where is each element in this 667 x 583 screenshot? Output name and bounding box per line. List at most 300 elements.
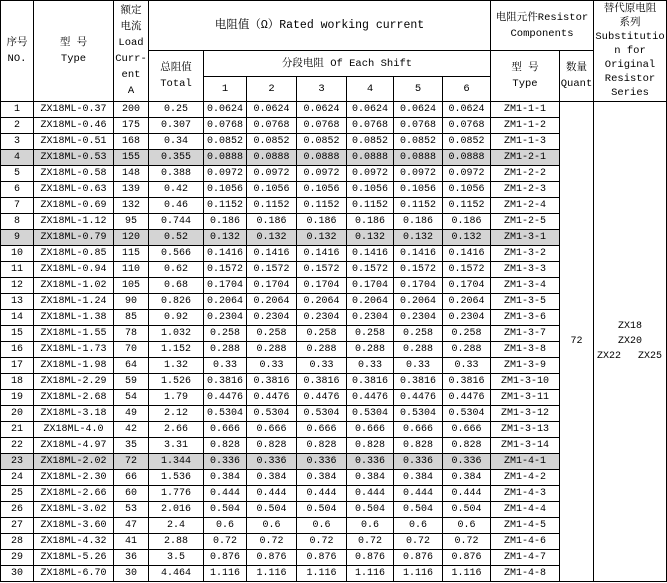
- shift-1-resistance: 0.72: [204, 534, 247, 550]
- shift-3-resistance: 0.1704: [297, 278, 347, 294]
- total-resistance: 2.12: [149, 406, 204, 422]
- row-number: 25: [1, 486, 34, 502]
- shift-3-resistance: 0.1572: [297, 262, 347, 278]
- shift-4-resistance: 0.2064: [347, 294, 394, 310]
- component-type: ZM1-4-3: [491, 486, 560, 502]
- shift-5-resistance: 0.288: [394, 342, 443, 358]
- load-current: 168: [114, 134, 149, 150]
- header-components-line: Components: [510, 27, 574, 40]
- total-resistance: 2.66: [149, 422, 204, 438]
- shift-5-resistance: 0.0852: [394, 134, 443, 150]
- component-type: ZM1-3-7: [491, 326, 560, 342]
- row-number: 27: [1, 518, 34, 534]
- total-resistance: 1.152: [149, 342, 204, 358]
- shift-1-resistance: 0.384: [204, 470, 247, 486]
- model-type: ZX18ML-2.02: [34, 454, 114, 470]
- component-type: ZM1-3-11: [491, 390, 560, 406]
- row-number: 9: [1, 230, 34, 246]
- header-components-line: 电阻元件Resistor: [495, 11, 589, 24]
- shift-1-resistance: 1.116: [204, 566, 247, 582]
- shift-4-resistance: 0.288: [347, 342, 394, 358]
- shift-2-resistance: 0.1416: [247, 246, 297, 262]
- header-resistance-title: 电阻值（Ω）Rated working current: [149, 1, 491, 51]
- model-type: ZX18ML-4.0: [34, 422, 114, 438]
- row-number: 12: [1, 278, 34, 294]
- header-shift-5: 5: [394, 77, 443, 102]
- load-current: 85: [114, 310, 149, 326]
- load-current: 41: [114, 534, 149, 550]
- shift-1-resistance: 0.1152: [204, 198, 247, 214]
- shift-4-resistance: 0.1416: [347, 246, 394, 262]
- shift-2-resistance: 0.828: [247, 438, 297, 454]
- header-shift-6: 6: [443, 77, 491, 102]
- shift-6-resistance: 0.336: [443, 454, 491, 470]
- substitution-series-pair: [594, 349, 666, 364]
- model-type: ZX18ML-2.30: [34, 470, 114, 486]
- component-type: ZM1-4-6: [491, 534, 560, 550]
- shift-2-resistance: 0.258: [247, 326, 297, 342]
- header-shift-1: 1: [204, 77, 247, 102]
- total-resistance: 2.4: [149, 518, 204, 534]
- shift-3-resistance: 0.4476: [297, 390, 347, 406]
- load-current: 70: [114, 342, 149, 358]
- shift-4-resistance: 0.258: [347, 326, 394, 342]
- row-number: 3: [1, 134, 34, 150]
- shift-6-resistance: 0.504: [443, 502, 491, 518]
- shift-2-resistance: 1.116: [247, 566, 297, 582]
- component-type: ZM1-1-3: [491, 134, 560, 150]
- load-current: 60: [114, 486, 149, 502]
- shift-1-resistance: 0.4476: [204, 390, 247, 406]
- shift-5-resistance: 0.1416: [394, 246, 443, 262]
- shift-3-resistance: 0.0624: [297, 102, 347, 118]
- row-number: 7: [1, 198, 34, 214]
- component-type: ZM1-2-4: [491, 198, 560, 214]
- shift-3-resistance: 0.0852: [297, 134, 347, 150]
- shift-2-resistance: 0.72: [247, 534, 297, 550]
- header-component-type-cn: 型 号: [511, 62, 539, 74]
- shift-5-resistance: 0.3816: [394, 374, 443, 390]
- shift-3-resistance: 0.6: [297, 518, 347, 534]
- row-number: 29: [1, 550, 34, 566]
- shift-5-resistance: 0.132: [394, 230, 443, 246]
- shift-3-resistance: 0.1056: [297, 182, 347, 198]
- shift-4-resistance: 0.1152: [347, 198, 394, 214]
- header-no-en: NO.: [7, 53, 27, 65]
- shift-1-resistance: 0.288: [204, 342, 247, 358]
- shift-3-resistance: 0.0888: [297, 150, 347, 166]
- header-row-1: [1, 1, 667, 51]
- shift-3-resistance: 0.5304: [297, 406, 347, 422]
- shift-3-resistance: 0.828: [297, 438, 347, 454]
- header-substitution: [594, 1, 667, 102]
- model-type: ZX18ML-4.97: [34, 438, 114, 454]
- shift-5-resistance: 0.258: [394, 326, 443, 342]
- component-type: ZM1-4-7: [491, 550, 560, 566]
- shift-4-resistance: 0.33: [347, 358, 394, 374]
- header-component-quant: [560, 51, 594, 102]
- shift-4-resistance: 0.186: [347, 214, 394, 230]
- component-type: ZM1-2-1: [491, 150, 560, 166]
- shift-5-resistance: 0.666: [394, 422, 443, 438]
- header-no-cn: 序号: [6, 37, 28, 49]
- component-type: ZM1-4-2: [491, 470, 560, 486]
- model-type: ZX18ML-0.85: [34, 246, 114, 262]
- model-type: ZX18ML-0.53: [34, 150, 114, 166]
- shift-6-resistance: 0.4476: [443, 390, 491, 406]
- header-substitution-line: Series: [611, 87, 649, 99]
- load-current: 110: [114, 262, 149, 278]
- shift-4-resistance: 0.444: [347, 486, 394, 502]
- component-type: ZM1-3-9: [491, 358, 560, 374]
- total-resistance: 0.388: [149, 166, 204, 182]
- model-type: ZX18ML-0.63: [34, 182, 114, 198]
- shift-6-resistance: 1.116: [443, 566, 491, 582]
- shift-1-resistance: 0.666: [204, 422, 247, 438]
- load-current: 49: [114, 406, 149, 422]
- shift-5-resistance: 0.504: [394, 502, 443, 518]
- row-number: 16: [1, 342, 34, 358]
- header-type: [34, 1, 114, 102]
- load-current: 90: [114, 294, 149, 310]
- total-resistance: 1.32: [149, 358, 204, 374]
- shift-2-resistance: 0.0624: [247, 102, 297, 118]
- component-type: ZM1-3-3: [491, 262, 560, 278]
- header-substitution-line: n for: [614, 45, 646, 57]
- shift-3-resistance: 0.384: [297, 470, 347, 486]
- row-number: 24: [1, 470, 34, 486]
- component-type: ZM1-3-4: [491, 278, 560, 294]
- total-resistance: 0.92: [149, 310, 204, 326]
- shift-2-resistance: 0.33: [247, 358, 297, 374]
- component-type: ZM1-3-2: [491, 246, 560, 262]
- shift-3-resistance: 0.666: [297, 422, 347, 438]
- header-total: [149, 51, 204, 102]
- shift-5-resistance: 0.33: [394, 358, 443, 374]
- shift-2-resistance: 0.3816: [247, 374, 297, 390]
- header-load-current-line: Load: [118, 37, 144, 49]
- shift-1-resistance: 0.1704: [204, 278, 247, 294]
- model-type: ZX18ML-2.66: [34, 486, 114, 502]
- load-current: 139: [114, 182, 149, 198]
- shift-6-resistance: 0.186: [443, 214, 491, 230]
- component-type: ZM1-4-1: [491, 454, 560, 470]
- shift-6-resistance: 0.0972: [443, 166, 491, 182]
- shift-6-resistance: 0.0888: [443, 150, 491, 166]
- shift-5-resistance: 0.6: [394, 518, 443, 534]
- total-resistance: 3.5: [149, 550, 204, 566]
- total-resistance: 1.776: [149, 486, 204, 502]
- shift-3-resistance: 0.186: [297, 214, 347, 230]
- header-substitution-line: Substitutio: [595, 31, 665, 43]
- shift-2-resistance: 0.132: [247, 230, 297, 246]
- shift-6-resistance: 0.828: [443, 438, 491, 454]
- shift-2-resistance: 0.666: [247, 422, 297, 438]
- shift-4-resistance: 0.876: [347, 550, 394, 566]
- shift-5-resistance: 0.72: [394, 534, 443, 550]
- component-type: ZM1-3-6: [491, 310, 560, 326]
- model-type: ZX18ML-1.02: [34, 278, 114, 294]
- shift-3-resistance: 0.288: [297, 342, 347, 358]
- component-type: ZM1-2-2: [491, 166, 560, 182]
- model-type: ZX18ML-3.18: [34, 406, 114, 422]
- shift-2-resistance: 0.2064: [247, 294, 297, 310]
- model-type: ZX18ML-0.58: [34, 166, 114, 182]
- total-resistance: 3.31: [149, 438, 204, 454]
- table-row: [1, 102, 667, 118]
- row-number: 1: [1, 102, 34, 118]
- header-total-en: Total: [160, 78, 192, 90]
- header-component-quant-cn: 数量: [566, 62, 587, 74]
- row-number: 21: [1, 422, 34, 438]
- header-substitution-line: 系列: [619, 17, 641, 29]
- model-type: ZX18ML-3.02: [34, 502, 114, 518]
- row-number: 2: [1, 118, 34, 134]
- shift-6-resistance: 0.0624: [443, 102, 491, 118]
- shift-5-resistance: 0.5304: [394, 406, 443, 422]
- shift-1-resistance: 0.6: [204, 518, 247, 534]
- load-current: 42: [114, 422, 149, 438]
- shift-4-resistance: 0.384: [347, 470, 394, 486]
- shift-3-resistance: 0.0972: [297, 166, 347, 182]
- header-load-current-line: A: [127, 85, 135, 97]
- shift-2-resistance: 0.1152: [247, 198, 297, 214]
- load-current: 115: [114, 246, 149, 262]
- shift-1-resistance: 0.2304: [204, 310, 247, 326]
- total-resistance: 2.016: [149, 502, 204, 518]
- shift-4-resistance: 0.504: [347, 502, 394, 518]
- header-load-current-line: Curr-: [115, 53, 147, 65]
- shift-3-resistance: 0.444: [297, 486, 347, 502]
- shift-6-resistance: 0.0768: [443, 118, 491, 134]
- total-resistance: 4.464: [149, 566, 204, 582]
- shift-2-resistance: 0.288: [247, 342, 297, 358]
- shift-5-resistance: 0.0972: [394, 166, 443, 182]
- component-type: ZM1-1-1: [491, 102, 560, 118]
- row-number: 26: [1, 502, 34, 518]
- shift-4-resistance: 0.6: [347, 518, 394, 534]
- row-number: 6: [1, 182, 34, 198]
- shift-5-resistance: 0.828: [394, 438, 443, 454]
- model-type: ZX18ML-4.32: [34, 534, 114, 550]
- header-component-type: [491, 51, 560, 102]
- shift-6-resistance: 0.444: [443, 486, 491, 502]
- shift-2-resistance: 0.186: [247, 214, 297, 230]
- row-number: 5: [1, 166, 34, 182]
- shift-6-resistance: 0.1572: [443, 262, 491, 278]
- header-load-current: [114, 1, 149, 102]
- row-number: 22: [1, 438, 34, 454]
- row-number: 8: [1, 214, 34, 230]
- shift-5-resistance: 0.0888: [394, 150, 443, 166]
- shift-1-resistance: 0.444: [204, 486, 247, 502]
- shift-2-resistance: 0.2304: [247, 310, 297, 326]
- shift-3-resistance: 0.132: [297, 230, 347, 246]
- shift-1-resistance: 0.0972: [204, 166, 247, 182]
- shift-4-resistance: 0.828: [347, 438, 394, 454]
- shift-2-resistance: 0.5304: [247, 406, 297, 422]
- model-type: ZX18ML-3.60: [34, 518, 114, 534]
- row-number: 10: [1, 246, 34, 262]
- header-component-type-en: Type: [512, 78, 538, 90]
- shift-1-resistance: 0.0888: [204, 150, 247, 166]
- shift-3-resistance: 1.116: [297, 566, 347, 582]
- load-current: 120: [114, 230, 149, 246]
- header-substitution-line: 替代原电阻: [603, 3, 657, 15]
- shift-2-resistance: 0.504: [247, 502, 297, 518]
- load-current: 72: [114, 454, 149, 470]
- shift-4-resistance: 0.0768: [347, 118, 394, 134]
- model-type: ZX18ML-1.55: [34, 326, 114, 342]
- shift-5-resistance: 0.444: [394, 486, 443, 502]
- shift-6-resistance: 0.33: [443, 358, 491, 374]
- shift-1-resistance: 0.876: [204, 550, 247, 566]
- header-type-cn: 型 号: [59, 37, 88, 49]
- model-type: ZX18ML-0.79: [34, 230, 114, 246]
- shift-1-resistance: 0.132: [204, 230, 247, 246]
- shift-4-resistance: 0.1704: [347, 278, 394, 294]
- shift-2-resistance: 0.1056: [247, 182, 297, 198]
- shift-2-resistance: 0.876: [247, 550, 297, 566]
- shift-5-resistance: 0.4476: [394, 390, 443, 406]
- total-resistance: 0.62: [149, 262, 204, 278]
- component-quantity: 72: [560, 102, 594, 582]
- shift-2-resistance: 0.384: [247, 470, 297, 486]
- header-shift-3: 3: [297, 77, 347, 102]
- shift-5-resistance: 1.116: [394, 566, 443, 582]
- row-number: 20: [1, 406, 34, 422]
- load-current: 36: [114, 550, 149, 566]
- load-current: 30: [114, 566, 149, 582]
- table-header: [1, 1, 667, 102]
- shift-4-resistance: 0.0888: [347, 150, 394, 166]
- shift-3-resistance: 0.876: [297, 550, 347, 566]
- header-shift-4: 4: [347, 77, 394, 102]
- load-current: 54: [114, 390, 149, 406]
- shift-1-resistance: 0.1056: [204, 182, 247, 198]
- row-number: 23: [1, 454, 34, 470]
- header-substitution-line: Original: [604, 59, 656, 71]
- shift-4-resistance: 0.666: [347, 422, 394, 438]
- shift-6-resistance: 0.6: [443, 518, 491, 534]
- shift-6-resistance: 0.2064: [443, 294, 491, 310]
- load-current: 175: [114, 118, 149, 134]
- shift-4-resistance: 0.4476: [347, 390, 394, 406]
- shift-2-resistance: 0.0888: [247, 150, 297, 166]
- total-resistance: 0.52: [149, 230, 204, 246]
- component-type: ZM1-3-10: [491, 374, 560, 390]
- total-resistance: 0.42: [149, 182, 204, 198]
- shift-6-resistance: 0.666: [443, 422, 491, 438]
- total-resistance: 1.032: [149, 326, 204, 342]
- total-resistance: 0.34: [149, 134, 204, 150]
- shift-6-resistance: 0.3816: [443, 374, 491, 390]
- total-resistance: 0.46: [149, 198, 204, 214]
- header-load-current-line: 额定: [120, 5, 142, 17]
- shift-5-resistance: 0.384: [394, 470, 443, 486]
- shift-4-resistance: 0.336: [347, 454, 394, 470]
- shift-3-resistance: 0.336: [297, 454, 347, 470]
- component-type: ZM1-2-5: [491, 214, 560, 230]
- total-resistance: 0.68: [149, 278, 204, 294]
- load-current: 148: [114, 166, 149, 182]
- model-type: ZX18ML-1.98: [34, 358, 114, 374]
- model-type: ZX18ML-0.37: [34, 102, 114, 118]
- load-current: 35: [114, 438, 149, 454]
- shift-6-resistance: 0.876: [443, 550, 491, 566]
- shift-3-resistance: 0.72: [297, 534, 347, 550]
- shift-4-resistance: 0.1572: [347, 262, 394, 278]
- component-type: ZM1-3-12: [491, 406, 560, 422]
- header-shift-2: 2: [247, 77, 297, 102]
- substitution-series-item: ZX20: [618, 336, 643, 347]
- header-no: [1, 1, 34, 102]
- shift-1-resistance: 0.2064: [204, 294, 247, 310]
- component-type: ZM1-2-3: [491, 182, 560, 198]
- shift-4-resistance: 0.2304: [347, 310, 394, 326]
- row-number: 13: [1, 294, 34, 310]
- shift-1-resistance: 0.5304: [204, 406, 247, 422]
- component-type: ZM1-1-2: [491, 118, 560, 134]
- substitution-series: [594, 102, 667, 582]
- shift-3-resistance: 0.258: [297, 326, 347, 342]
- shift-5-resistance: 0.186: [394, 214, 443, 230]
- shift-2-resistance: 0.444: [247, 486, 297, 502]
- row-number: 28: [1, 534, 34, 550]
- shift-6-resistance: 0.384: [443, 470, 491, 486]
- component-type: ZM1-4-5: [491, 518, 560, 534]
- shift-5-resistance: 0.336: [394, 454, 443, 470]
- shift-4-resistance: 0.0972: [347, 166, 394, 182]
- total-resistance: 0.566: [149, 246, 204, 262]
- model-type: ZX18ML-1.24: [34, 294, 114, 310]
- load-current: 53: [114, 502, 149, 518]
- shift-2-resistance: 0.4476: [247, 390, 297, 406]
- component-type: ZM1-3-13: [491, 422, 560, 438]
- load-current: 66: [114, 470, 149, 486]
- row-number: 14: [1, 310, 34, 326]
- header-each-shift: 分段电阻 Of Each Shift: [204, 51, 491, 77]
- shift-5-resistance: 0.2304: [394, 310, 443, 326]
- substitution-series-item: ZX25: [638, 351, 663, 362]
- shift-5-resistance: 0.0624: [394, 102, 443, 118]
- model-type: ZX18ML-5.26: [34, 550, 114, 566]
- model-type: ZX18ML-1.73: [34, 342, 114, 358]
- total-resistance: 0.744: [149, 214, 204, 230]
- shift-6-resistance: 0.0852: [443, 134, 491, 150]
- header-resistor-components: [491, 1, 594, 51]
- shift-1-resistance: 0.0624: [204, 102, 247, 118]
- model-type: ZX18ML-6.70: [34, 566, 114, 582]
- header-component-quant-en: Quant: [560, 78, 593, 90]
- shift-1-resistance: 0.186: [204, 214, 247, 230]
- model-type: ZX18ML-0.94: [34, 262, 114, 278]
- header-load-current-line: 电流: [120, 21, 142, 33]
- load-current: 155: [114, 150, 149, 166]
- shift-3-resistance: 0.1416: [297, 246, 347, 262]
- total-resistance: 0.307: [149, 118, 204, 134]
- shift-4-resistance: 0.3816: [347, 374, 394, 390]
- shift-1-resistance: 0.0852: [204, 134, 247, 150]
- shift-4-resistance: 0.0624: [347, 102, 394, 118]
- row-number: 11: [1, 262, 34, 278]
- row-number: 4: [1, 150, 34, 166]
- shift-6-resistance: 0.288: [443, 342, 491, 358]
- substitution-series-item: ZX18: [618, 321, 643, 332]
- header-substitution-line: Resistor: [604, 73, 656, 85]
- shift-4-resistance: 0.1056: [347, 182, 394, 198]
- shift-3-resistance: 0.2064: [297, 294, 347, 310]
